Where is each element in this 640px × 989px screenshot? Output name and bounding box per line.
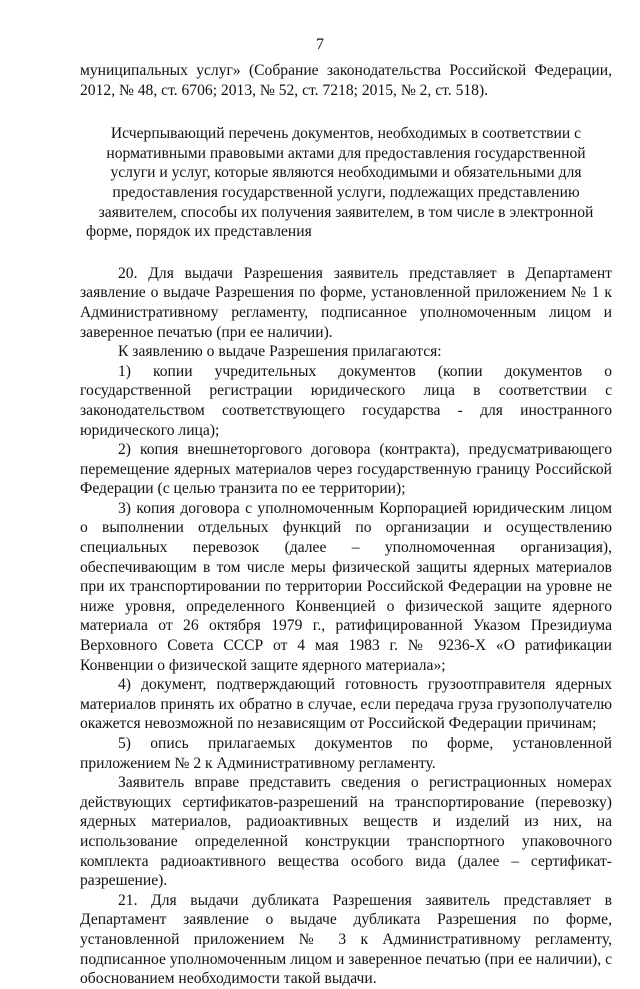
intro-paragraph: муниципальных услуг» (Собрание законодательства Российской Федерации, 2012, № 48, ст. 6706; 2013, № 52, ст. 7218; 2015, № 2, ст. 518). xyxy=(80,62,612,99)
paragraph-20: 20. Для выдачи Разрешения заявитель представляет в Департамент заявление о выдаче Разрешения по форме, установленной приложением № 1 к Административному регламенту, подписанное уполномоченным лицом и заверенное печатью (при ее наличии). xyxy=(80,264,612,341)
list-item-3: 3) копия договора с уполномоченным Корпорацией юридическим лицом о выполнении отдельных функций по организации и осуществлению специальных перевозок (далее – уполномоченная организация), обеспечивающим в том числе меры физической защиты ядерных материалов при их транспортировании по территории Российской Федерации на уровне не ниже уровня, определенного Конвенцией о физической защите ядерного материала от 26 октября 1979 г., ратифицированной Указом Президиума Верховного Совета СССР от 4 мая 1983 г. № 9236-Х «О ратификации Конвенции о физической защите ядерного материала»; xyxy=(80,499,612,674)
list-item-2: 2) копия внешнеторгового договора (контракта), предусматривающего перемещение ядерных материалов через государственную границу Российской Федерации (с целью транзита по ее территории); xyxy=(80,441,612,498)
list-item-1: 1) копии учредительных документов (копии документов о государственной регистрации юридического лица в соответствии с законодательством соответствующего государства - для иностранного юридического лица); xyxy=(80,362,612,439)
document-body xyxy=(80,61,612,989)
certificates-paragraph: Заявитель вправе представить сведения о регистрационных номерах действующих сертификатов-разрешений на транспортирование (перевозку) ядерных материалов, радиоактивных веществ и изделий из них, на использование определенной конструкции транспортного упаковочного комплекта радиоактивного вещества особого вида (далее – сертификат-разрешение). xyxy=(80,774,612,890)
page-number: 7 xyxy=(316,36,324,53)
attachments-intro: К заявлению о выдаче Разрешения прилагаются: xyxy=(118,343,442,361)
section-heading: Исчерпывающий перечень документов, необходимых в соответствии с нормативными правовыми актами для предоставления государственной услуги и услуг, которые являются необходимыми и обязательными для предоставления государственной услуги, подлежащих представлению заявителем, способы их получения заявителем, в том числе в электронной форме, порядок их представления xyxy=(86,125,594,241)
list-item-5: 5) опись прилагаемых документов по форме, установленной приложением № 2 к Административному регламенту. xyxy=(80,735,612,772)
list-item-4: 4) документ, подтверждающий готовность грузоотправителя ядерных материалов принять их обратно в случае, если передача груза грузополучателю окажется невозможной по независящим от Российской Федерации причинам; xyxy=(80,676,612,733)
paragraph-21: 21. Для выдачи дубликата Разрешения заявитель представляет в Департамент заявление о выдаче дубликата Разрешения по форме, установленной приложением № 3 к Административному регламенту, подписанное уполномоченным лицом и заверенное печатью (при ее наличии), с обоснованием необходимости такой выдачи. xyxy=(80,891,612,988)
